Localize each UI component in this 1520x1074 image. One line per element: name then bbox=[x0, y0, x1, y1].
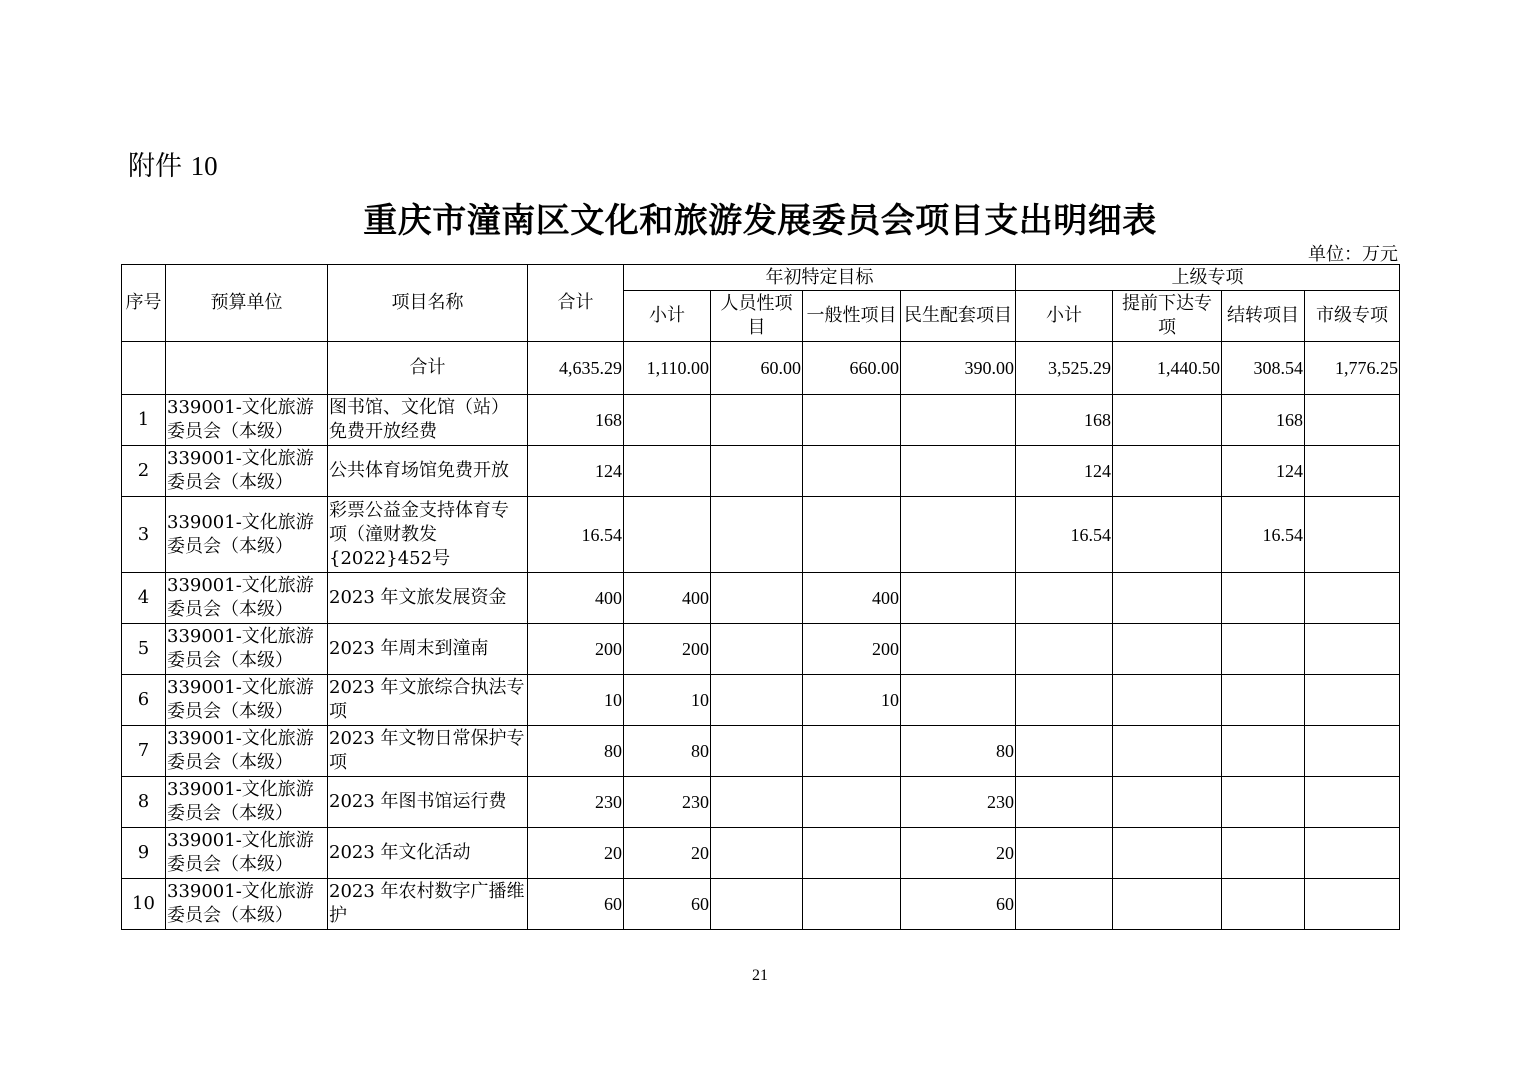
header-group-annual-target: 年初特定目标 bbox=[624, 265, 1016, 291]
row-total: 230 bbox=[528, 777, 624, 828]
row-g2-advance bbox=[1113, 446, 1222, 497]
header-g2-city: 市级专项 bbox=[1305, 291, 1400, 342]
row-g1-subtotal bbox=[624, 395, 711, 446]
row-g2-carry bbox=[1222, 828, 1305, 879]
row-g1-livelihood bbox=[901, 675, 1016, 726]
row-unit: 339001-文化旅游委员会（本级） bbox=[166, 573, 328, 624]
row-g1-subtotal: 20 bbox=[624, 828, 711, 879]
table-row bbox=[122, 624, 1400, 675]
row-g1-subtotal bbox=[624, 497, 711, 573]
row-g1-personnel bbox=[711, 879, 803, 930]
row-g2-advance bbox=[1113, 879, 1222, 930]
table-row bbox=[122, 395, 1400, 446]
row-g1-subtotal bbox=[624, 446, 711, 497]
total-g2-subtotal: 3,525.29 bbox=[1016, 342, 1113, 395]
row-g2-carry: 168 bbox=[1222, 395, 1305, 446]
row-g2-advance bbox=[1113, 497, 1222, 573]
row-g1-general bbox=[803, 446, 901, 497]
expenditure-table bbox=[121, 264, 1400, 930]
row-g1-livelihood: 20 bbox=[901, 828, 1016, 879]
row-seq: 8 bbox=[122, 777, 166, 828]
row-g2-city bbox=[1305, 828, 1400, 879]
total-g1-general: 660.00 bbox=[803, 342, 901, 395]
total-total: 4,635.29 bbox=[528, 342, 624, 395]
row-seq: 5 bbox=[122, 624, 166, 675]
row-seq: 3 bbox=[122, 497, 166, 573]
row-g2-advance bbox=[1113, 828, 1222, 879]
row-g2-subtotal: 16.54 bbox=[1016, 497, 1113, 573]
row-unit: 339001-文化旅游委员会（本级） bbox=[166, 624, 328, 675]
row-total: 80 bbox=[528, 726, 624, 777]
row-g1-livelihood: 80 bbox=[901, 726, 1016, 777]
row-g1-subtotal: 400 bbox=[624, 573, 711, 624]
header-unit: 预算单位 bbox=[166, 265, 328, 342]
row-unit: 339001-文化旅游委员会（本级） bbox=[166, 828, 328, 879]
row-unit: 339001-文化旅游委员会（本级） bbox=[166, 675, 328, 726]
row-g1-livelihood bbox=[901, 624, 1016, 675]
total-label: 合计 bbox=[328, 342, 528, 395]
row-unit: 339001-文化旅游委员会（本级） bbox=[166, 395, 328, 446]
row-g2-city bbox=[1305, 446, 1400, 497]
table-row bbox=[122, 675, 1400, 726]
row-total: 16.54 bbox=[528, 497, 624, 573]
table-row bbox=[122, 446, 1400, 497]
row-g1-general bbox=[803, 497, 901, 573]
row-unit: 339001-文化旅游委员会（本级） bbox=[166, 879, 328, 930]
row-g1-livelihood bbox=[901, 395, 1016, 446]
header-g2-subtotal: 小计 bbox=[1016, 291, 1113, 342]
table-row bbox=[122, 573, 1400, 624]
row-g2-carry: 124 bbox=[1222, 446, 1305, 497]
row-g2-advance bbox=[1113, 624, 1222, 675]
row-g2-city bbox=[1305, 675, 1400, 726]
row-g1-general: 10 bbox=[803, 675, 901, 726]
total-g1-subtotal: 1,110.00 bbox=[624, 342, 711, 395]
row-g2-city bbox=[1305, 624, 1400, 675]
row-g1-livelihood: 60 bbox=[901, 879, 1016, 930]
row-project: 2023 年周末到潼南 bbox=[328, 624, 528, 675]
row-g2-carry bbox=[1222, 573, 1305, 624]
row-g2-advance bbox=[1113, 777, 1222, 828]
row-unit: 339001-文化旅游委员会（本级） bbox=[166, 777, 328, 828]
header-g2-advance: 提前下达专项 bbox=[1113, 291, 1222, 342]
total-g1-personnel: 60.00 bbox=[711, 342, 803, 395]
total-g2-city: 1,776.25 bbox=[1305, 342, 1400, 395]
row-project: 2023 年文旅发展资金 bbox=[328, 573, 528, 624]
row-unit: 339001-文化旅游委员会（本级） bbox=[166, 726, 328, 777]
row-g1-personnel bbox=[711, 624, 803, 675]
row-g1-subtotal: 60 bbox=[624, 879, 711, 930]
row-total: 60 bbox=[528, 879, 624, 930]
row-unit: 339001-文化旅游委员会（本级） bbox=[166, 497, 328, 573]
page-title: 重庆市潼南区文化和旅游发展委员会项目支出明细表 bbox=[363, 201, 1157, 241]
row-g2-city bbox=[1305, 497, 1400, 573]
row-g1-subtotal: 80 bbox=[624, 726, 711, 777]
row-g1-livelihood bbox=[901, 573, 1016, 624]
row-project: 图书馆、文化馆（站）免费开放经费 bbox=[328, 395, 528, 446]
row-g1-personnel bbox=[711, 573, 803, 624]
attachment-text: 附件 bbox=[128, 151, 182, 182]
row-g1-subtotal: 230 bbox=[624, 777, 711, 828]
row-g2-subtotal bbox=[1016, 777, 1113, 828]
row-project: 公共体育场馆免费开放 bbox=[328, 446, 528, 497]
header-group-superior-special: 上级专项 bbox=[1016, 265, 1400, 291]
page-number: 21 bbox=[752, 967, 768, 984]
row-g1-personnel bbox=[711, 777, 803, 828]
row-g1-general: 400 bbox=[803, 573, 901, 624]
row-total: 124 bbox=[528, 446, 624, 497]
row-seq: 10 bbox=[122, 879, 166, 930]
row-g2-carry bbox=[1222, 726, 1305, 777]
row-g1-subtotal: 10 bbox=[624, 675, 711, 726]
header-g1-personnel: 人员性项目 bbox=[711, 291, 803, 342]
row-g2-subtotal bbox=[1016, 573, 1113, 624]
row-g2-carry bbox=[1222, 777, 1305, 828]
row-g1-subtotal: 200 bbox=[624, 624, 711, 675]
row-unit: 339001-文化旅游委员会（本级） bbox=[166, 446, 328, 497]
total-row bbox=[122, 342, 1400, 395]
row-g1-general: 200 bbox=[803, 624, 901, 675]
row-seq: 6 bbox=[122, 675, 166, 726]
row-project: 2023 年图书馆运行费 bbox=[328, 777, 528, 828]
row-g2-city bbox=[1305, 726, 1400, 777]
row-g2-subtotal bbox=[1016, 879, 1113, 930]
total-seq-cell bbox=[122, 342, 166, 395]
row-g2-carry bbox=[1222, 675, 1305, 726]
row-seq: 9 bbox=[122, 828, 166, 879]
row-total: 400 bbox=[528, 573, 624, 624]
row-g2-city bbox=[1305, 395, 1400, 446]
header-g1-general: 一般性项目 bbox=[803, 291, 901, 342]
header-g1-subtotal: 小计 bbox=[624, 291, 711, 342]
attachment-label bbox=[128, 144, 218, 183]
header-g1-livelihood: 民生配套项目 bbox=[901, 291, 1016, 342]
row-g1-personnel bbox=[711, 726, 803, 777]
total-g2-advance: 1,440.50 bbox=[1113, 342, 1222, 395]
header-project: 项目名称 bbox=[328, 265, 528, 342]
header-seq: 序号 bbox=[122, 265, 166, 342]
row-g2-subtotal: 168 bbox=[1016, 395, 1113, 446]
row-g2-city bbox=[1305, 573, 1400, 624]
row-g1-personnel bbox=[711, 675, 803, 726]
row-g1-personnel bbox=[711, 497, 803, 573]
row-g1-general bbox=[803, 828, 901, 879]
table-row bbox=[122, 726, 1400, 777]
row-g2-advance bbox=[1113, 726, 1222, 777]
table-row bbox=[122, 879, 1400, 930]
total-g1-livelihood: 390.00 bbox=[901, 342, 1016, 395]
row-g1-general bbox=[803, 395, 901, 446]
row-total: 200 bbox=[528, 624, 624, 675]
row-project: 2023 年文化活动 bbox=[328, 828, 528, 879]
header-row-1 bbox=[122, 265, 1400, 291]
row-g2-city bbox=[1305, 777, 1400, 828]
row-project: 彩票公益金支持体育专项（潼财教发{2022}452号 bbox=[328, 497, 528, 573]
attachment-number: 10 bbox=[190, 151, 218, 181]
row-total: 168 bbox=[528, 395, 624, 446]
table-row bbox=[122, 777, 1400, 828]
row-g2-advance bbox=[1113, 675, 1222, 726]
row-total: 10 bbox=[528, 675, 624, 726]
row-g2-subtotal bbox=[1016, 624, 1113, 675]
row-g1-personnel bbox=[711, 828, 803, 879]
row-g2-subtotal bbox=[1016, 828, 1113, 879]
row-seq: 2 bbox=[122, 446, 166, 497]
row-g2-carry bbox=[1222, 879, 1305, 930]
row-g1-livelihood bbox=[901, 446, 1016, 497]
row-project: 2023 年文旅综合执法专项 bbox=[328, 675, 528, 726]
row-total: 20 bbox=[528, 828, 624, 879]
row-g1-livelihood bbox=[901, 497, 1016, 573]
row-project: 2023 年农村数字广播维护 bbox=[328, 879, 528, 930]
row-g2-subtotal bbox=[1016, 726, 1113, 777]
header-g2-carry: 结转项目 bbox=[1222, 291, 1305, 342]
row-g1-general bbox=[803, 726, 901, 777]
table-row bbox=[122, 497, 1400, 573]
header-total: 合计 bbox=[528, 265, 624, 342]
row-seq: 4 bbox=[122, 573, 166, 624]
row-seq: 1 bbox=[122, 395, 166, 446]
unit-label: 单位：万元 bbox=[1308, 244, 1398, 265]
row-project: 2023 年文物日常保护专项 bbox=[328, 726, 528, 777]
row-g2-subtotal: 124 bbox=[1016, 446, 1113, 497]
row-g1-personnel bbox=[711, 395, 803, 446]
row-g2-advance bbox=[1113, 573, 1222, 624]
row-g1-personnel bbox=[711, 446, 803, 497]
row-g2-carry bbox=[1222, 624, 1305, 675]
row-g2-carry: 16.54 bbox=[1222, 497, 1305, 573]
row-g1-general bbox=[803, 879, 901, 930]
row-g2-city bbox=[1305, 879, 1400, 930]
total-g2-carry: 308.54 bbox=[1222, 342, 1305, 395]
row-g1-general bbox=[803, 777, 901, 828]
table-row bbox=[122, 828, 1400, 879]
row-seq: 7 bbox=[122, 726, 166, 777]
total-unit-cell bbox=[166, 342, 328, 395]
row-g1-livelihood: 230 bbox=[901, 777, 1016, 828]
row-g2-subtotal bbox=[1016, 675, 1113, 726]
row-g2-advance bbox=[1113, 395, 1222, 446]
